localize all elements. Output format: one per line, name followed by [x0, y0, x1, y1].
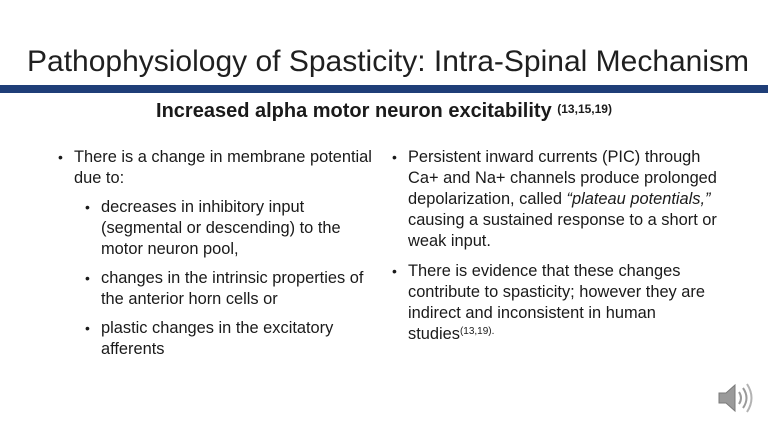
- bullet-evidence: [391, 261, 731, 347]
- subtitle-text: Increased alpha motor neuron excitability: [156, 100, 552, 122]
- title-divider: [0, 85, 768, 93]
- slide-subtitle: [0, 100, 768, 123]
- bullet-text: There is evidence that these changes contribute to spasticity; however they are indirect and inconsistent in human studies: [408, 262, 706, 343]
- speaker-icon-graphic: [715, 380, 755, 416]
- subtitle-reference: (13,15,19): [557, 102, 612, 116]
- bullet-text: Persistent inward currents (PIC) through Ca+ and Na+ channels produce prolonged depolarization, called: [408, 148, 717, 208]
- right-column: [391, 147, 731, 356]
- bullet-reference: (13,19).: [459, 326, 495, 337]
- sub-bullet-intrinsic-properties: • changes in the intrinsic properties of the anterior horn cells or: [84, 268, 377, 310]
- plateau-potentials-term: “plateau potentials,”: [566, 190, 711, 208]
- slide-title: Pathophysiology of Spasticity: Intra-Spinal Mechanism: [27, 45, 750, 78]
- bullet-text: There is a change in membrane potential due to:: [74, 148, 372, 187]
- sub-bullet-plastic-changes: • plastic changes in the excitatory afferents: [84, 318, 377, 360]
- bullet-persistent-inward-currents: [391, 147, 731, 252]
- bullet-text-continued: causing a sustained response to a short or weak input.: [408, 211, 717, 250]
- left-column: [57, 147, 377, 369]
- bullet-membrane-potential: [57, 147, 377, 360]
- sub-bullet-list: [84, 197, 377, 360]
- speaker-icon[interactable]: [715, 380, 755, 416]
- sub-bullet-inhibitory-input: • decreases in inhibitory input (segmental or descending) to the motor neuron pool,: [84, 197, 377, 260]
